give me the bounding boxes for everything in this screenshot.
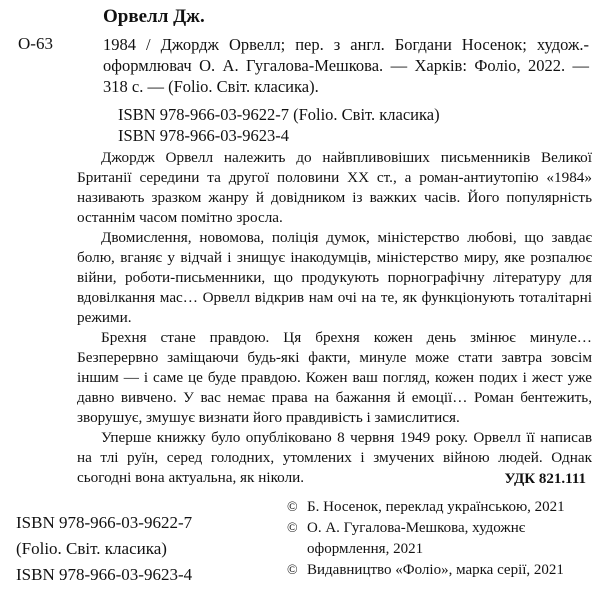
copyright-icon: © [287,521,298,536]
footer-isbn-line: ISBN 978-966-03-9622-7 [16,513,193,532]
copyright-block [287,497,592,581]
udk-code: УДК 821.111 [504,471,586,487]
footer-isbn-line: ISBN 978-966-03-9623-4 [16,565,193,584]
copyright-row [287,518,592,560]
annotation [77,148,592,488]
copyright-text: Б. Носенок, переклад українською, 2021 [307,499,565,515]
annotation-paragraph: Уперше книжку було опубліковано 8 червня 1949 року. Орвелл її написав на тлі руїн, серед голодних, утомлених і змучених війною людей. Однак сьогодні вона актуальна, як ніколи. [77,429,592,486]
annotation-paragraph: Двомислення, новомова, поліція думок, міністерство любові, що завдає болю, вганяє у відчай і знищує інакодумців, міністерство миру, яке розпалює війни, роботи-письменники, що продукують порнографічну літературу для вдовілкання мас… Орвелл відкрив нам очі на те, як функціонують тоталітарні режими. [77,229,592,326]
annotation-paragraph: Брехня стане правдою. Ця брехня кожен день змінює минуле… Безперервно заміщаючи будь-які факти, минуле може стати завтра зовсім іншим — і саме це буде правдою. Кожен ваш погляд, кожен подих і жест уже давно вивчено. У вас немає права на бажання й емоції… Роман бентежить, зворушує, змушує визнати його правдивість і замислитися. [77,329,592,426]
isbn-line: ISBN 978-966-03-9623-4 [118,126,289,145]
bibliographic-description: 1984 / Джордж Орвелл; пер. з англ. Богдани Носенок; худож.-оформлювач О. А. Гугалова-Мешкова. — Харків: Фоліо, 2022. — 318 с. — (Folio. Світ. класика). [103,35,589,96]
copyright-icon: © [287,563,298,578]
isbn-line: ISBN 978-966-03-9622-7 (Folio. Світ. класика) [118,105,440,124]
copyright-icon: © [287,500,298,515]
copyright-row [287,560,592,581]
footer-isbn-block [16,510,192,588]
annotation-paragraph: Джордж Орвелл належить до найвпливовіших письменників Великої Британії середини та другої половини ХХ ст., а роман-антиутопію «1984» називають зразком жанру й довідником із важких часів. Його популярність останнім часом помітно зросла. [77,149,592,226]
footer-series-line: (Folio. Світ. класика) [16,539,167,558]
classification-code: О-63 [18,34,53,53]
copyright-row [287,497,592,518]
copyright-text: О. А. Гугалова-Мешкова, художнє оформлення, 2021 [307,520,526,557]
copyright-text: Видавництво «Фоліо», марка серії, 2021 [307,562,564,578]
author-heading: Орвелл Дж. [103,6,205,27]
